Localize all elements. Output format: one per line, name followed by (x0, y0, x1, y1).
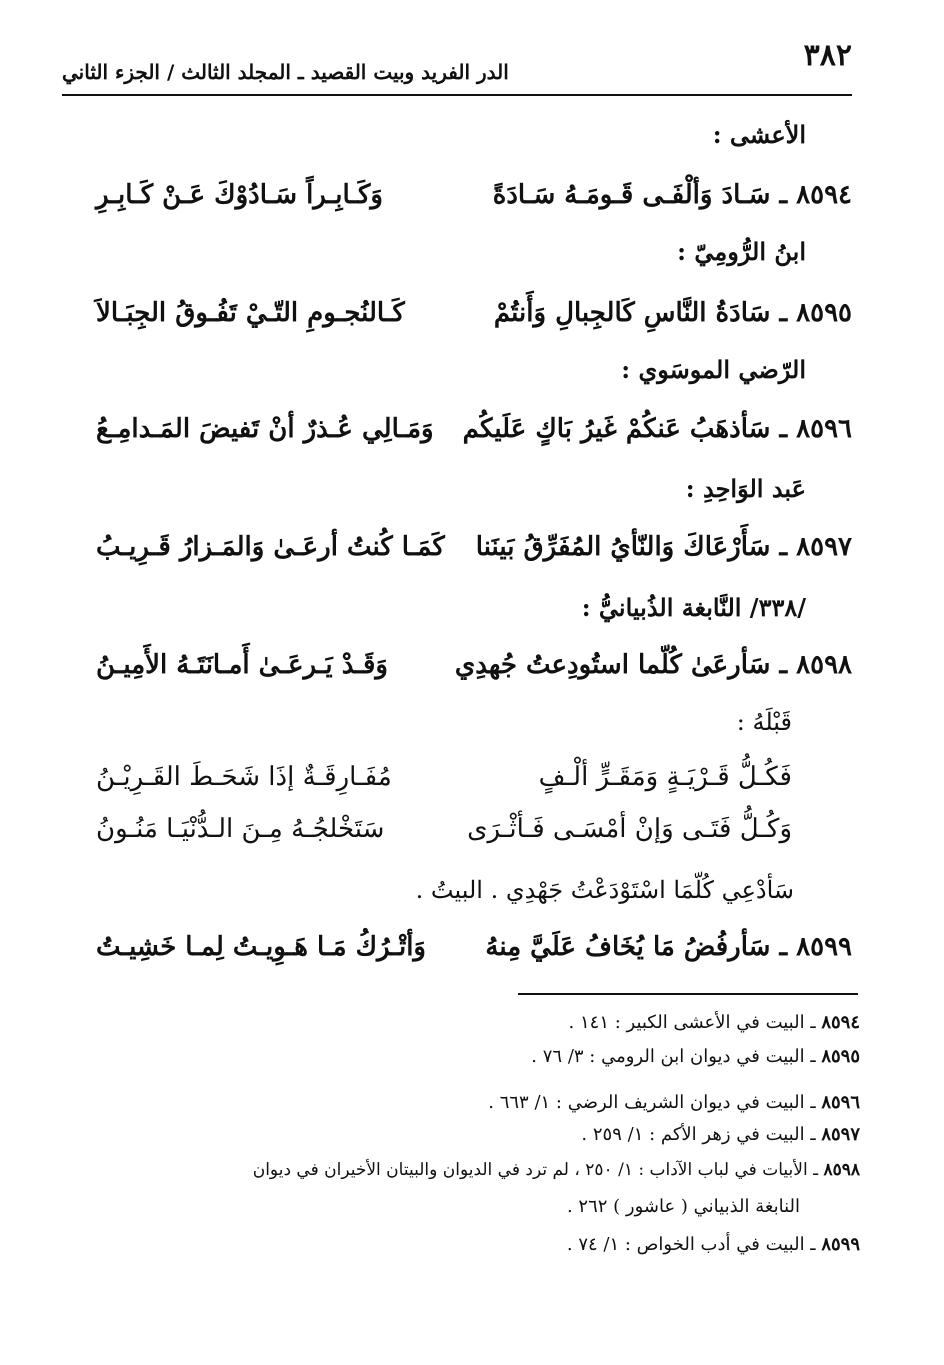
footnote (581, 1124, 860, 1145)
verse-line (96, 932, 852, 976)
footnote-number: ٨٥٩٩ (821, 1234, 860, 1255)
footnote-text: ـ البيت في ديوان ابن الرومي : ٣/ ٧٦ . (531, 1046, 816, 1067)
footnote-number: ٨٥٩٥ (821, 1046, 860, 1067)
poet-name: عَبد الوَاحِدِ : (685, 474, 806, 503)
verse-line (96, 180, 852, 224)
verse-second-hemistich: وَأتْـرُكُ مَـا هَـوِيـتُ لِمـا خَشِيـتُ (96, 932, 426, 962)
footnote-text: ـ البيت في الأعشى الكبير : ١٤١ . (568, 1012, 816, 1033)
verse-line (96, 298, 852, 342)
verse-first-hemistich: ٨٥٩٧ ـ سَأَرْعَاكَ وَالنّأيُ المُفَرِّقُ بَينَنا (475, 532, 852, 562)
footnote (488, 1092, 860, 1113)
footnote-text: ـ البيت في زهر الأكم : ١/ ٢٥٩ . (581, 1124, 816, 1145)
poet-name: /٣٣٨/ النَّابغة الذُبيانيُّ : (581, 593, 806, 622)
verse-first-hemistich: ٨٥٩٤ ـ سَـادَ وَألْفَـى قَـومَـهُ سَـادَةً (492, 180, 852, 210)
page-header (62, 38, 852, 96)
verse-second-hemistich: كَمَـا كُنتُ أرعَـىٰ وَالمَـزارُ قَـرِيـبُ (96, 532, 445, 562)
running-head: الدر الفريد وبيت القصيد ـ المجلد الثالث / الجزء الثاني (62, 60, 509, 84)
footnote (569, 1012, 860, 1033)
poet-name: الأعشى : (712, 120, 806, 149)
footnote (567, 1234, 860, 1255)
footnote-text: ـ البيت في ديوان الشريف الرضي : ١/ ٦٦٣ . (488, 1092, 816, 1113)
footnote-number: ٨٥٩٤ (821, 1012, 860, 1033)
verse-first-hemistich: وَكُـلُّ فَتَـى وَإنْ أمْسَـى فَـأثْـرَى (467, 814, 792, 844)
verse-line (96, 650, 852, 694)
verse-second-hemistich: كَـالنُجـومِ التّـيْ تَفُـوقُ الجِبَـالاَ (96, 298, 405, 328)
footnote-text: ـ البيت في أدب الخواص : ١/ ٧٤ . (566, 1234, 816, 1255)
poet-name: الرّضي الموسَوي : (621, 355, 806, 384)
verse-first-hemistich: ٨٥٩٦ ـ سَأذهَبُ عَنكُمْ غَيرُ بَاكٍ عَلَيكُم (462, 414, 852, 444)
footnote-continuation (567, 1196, 800, 1217)
verse-line (96, 414, 852, 458)
page-number: ٣٨٢ (803, 38, 852, 73)
footnote-number: ٨٥٩٧ (821, 1124, 860, 1145)
verse-second-hemistich: سَتَخْلجُـهُ مِـنَ الـدُّنْيَـا مَنُـونُ (96, 814, 385, 844)
verse-first-hemistich: ٨٥٩٨ ـ سَأرعَىٰ كُلّما استُودِعتُ جُهدِي (454, 650, 852, 680)
verse-second-hemistich: وَمَـالِي عُـذرٌ أنْ تَفيضَ المَـدامِـعُ (96, 414, 434, 444)
footnote (531, 1046, 860, 1067)
footnote-text: ـ الأبيات في لباب الآداب : ١/ ٢٥٠ ، لم ترد في الديوان والبيتان الأخيران في ديوان (252, 1160, 819, 1180)
footnote-number: ٨٥٩٦ (821, 1092, 860, 1113)
footnote (253, 1160, 860, 1180)
footnote-number: ٨٥٩٨ (823, 1160, 860, 1180)
verse-second-hemistich: وَكَـابِـراً سَـادُوْكَ عَـنْ كَـابِـرِ (96, 180, 383, 210)
verse-first-hemistich: ٨٥٩٩ ـ سَأرفُضُ مَا يُخَافُ عَلَيَّ مِنهُ (485, 932, 852, 962)
quoted-verse-line (96, 762, 852, 806)
footnote-text: النابغة الذبياني ( عاشور ) ٢٦٢ . (566, 1196, 800, 1217)
verse-line (96, 532, 852, 576)
verse-second-hemistich: مُفَـارِقَـةٌ إذَا شَحَـطَ القَـرِيْـنُ (96, 762, 392, 792)
verse-second-hemistich: وَقَـدْ يَـرعَـىٰ أَمـانَتَـهُ الأَمِيـنُ (96, 650, 388, 680)
header-rule (62, 94, 852, 96)
footnote-separator (518, 993, 858, 995)
verse-first-hemistich: ٨٥٩٥ ـ سَادَةُ النَّاسِ كَالجِبالِ وَأَنتُمْ (493, 298, 852, 328)
quoted-verse-line (96, 814, 852, 858)
variant-reading: سَأدْعِي كُلّمَا اسْتَوْدَعْتُ جَهْدِي . البيتُ . (415, 876, 794, 904)
poet-name: ابنُ الرُّومِيّ : (677, 237, 806, 266)
verse-first-hemistich: فَكُـلُّ قَـرْيَـةٍ وَمَقَـرٍّ ألْـفٍ (538, 762, 792, 792)
quote-intro: قَبْلَهُ : (736, 708, 792, 736)
